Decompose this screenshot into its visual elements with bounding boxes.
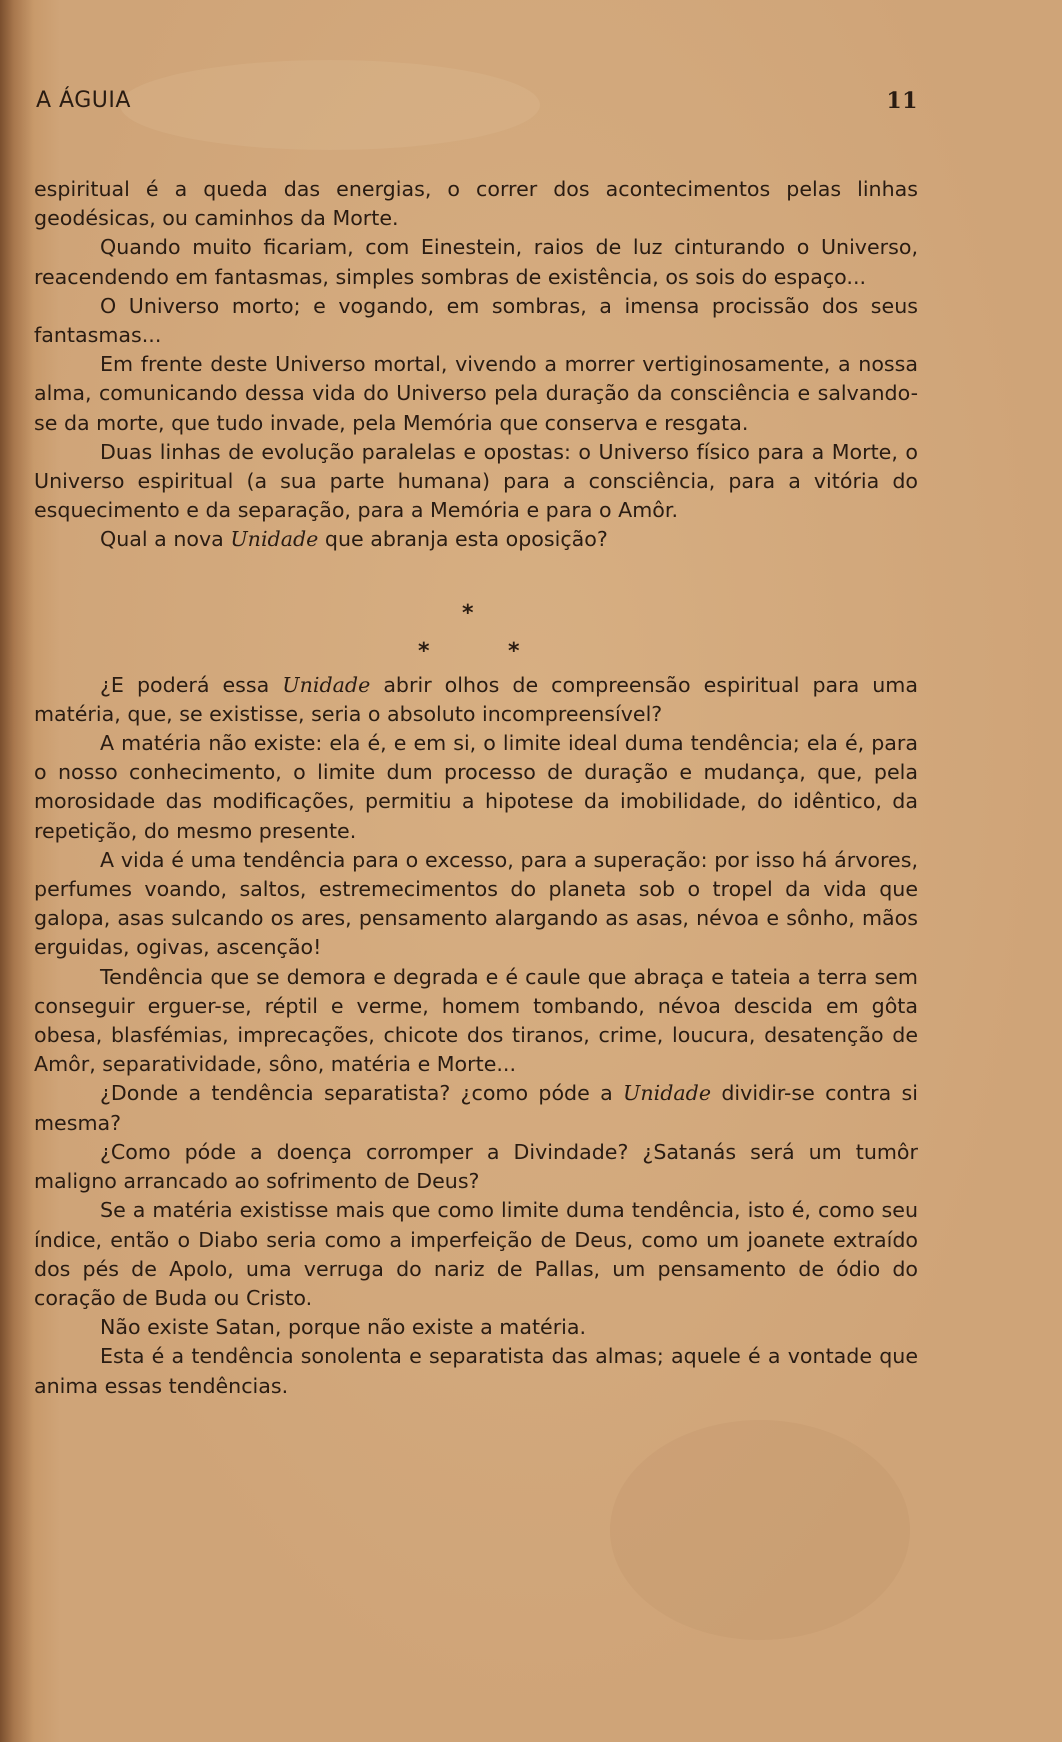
paragraph: Quando muito ficariam, com Einestein, raios de luz cinturando o Universo, reacendendo em fantasmas, simples sombras de existência, os sois do espaço...: [34, 235, 918, 289]
paragraph: A vida é uma tendência para o excesso, para a superação: por isso há árvores, perfumes voando, saltos, estremecimentos do planeta sob o tropel da vida que galopa, asas sulcando os ares, pensamento alargando as asas, névoa e sônho, mãos erguidas, ogivas, ascenção!: [34, 847, 918, 960]
paragraph: Duas linhas de evolução paralelas e opostas: o Universo físico para a Morte, o Universo espiritual (a sua parte humana) para a consciência, para a vitória do esquecimento e da separação, para a Memória e para o Amôr.: [34, 439, 918, 523]
asterisk: *: [508, 638, 520, 664]
paragraph: espiritual é a queda das energias, o correr dos acontecimentos pelas linhas geodésicas, ou caminhos da Morte.: [34, 177, 918, 231]
paragraph: A matéria não existe: ela é, e em si, o limite ideal duma tendência; ela é, para o nosso conhecimento, o limite dum processo de duração e mudança, que, pela morosidade das modificações, permitiu a hipotese da imobilidade, do idêntico, da repetição, do mesmo presente.: [34, 731, 918, 843]
paragraph: O Universo morto; e vogando, em sombras, a imensa procissão dos seus fantasmas...: [34, 293, 918, 348]
asterisk: *: [418, 638, 430, 664]
paragraph: [34, 1079, 918, 1137]
text-run: ¿E poderá essa: [100, 672, 283, 697]
running-head: [36, 88, 918, 122]
asterism-separator: [34, 555, 918, 671]
paragraph: Não existe Satan, porque não existe a matéria.: [100, 1315, 587, 1340]
text-run: Qual a nova: [100, 527, 231, 552]
paragraph: Esta é a tendência sonolenta e separatista das almas; aquele é a vontade que anima essas tendências.: [34, 1344, 918, 1398]
text-run: ¿Donde a tendência separatista? ¿como póde a: [100, 1081, 623, 1106]
body-text: [34, 175, 918, 1401]
italic-term: Unidade: [282, 672, 371, 697]
running-title: A ÁGUIA: [36, 88, 131, 113]
paragraph: [34, 671, 918, 729]
paragraph: [34, 525, 918, 554]
paragraph: Se a matéria existisse mais que como limite duma tendência, isto é, como seu índice, então o Diabo seria como a imperfeição de Deus, como um joanete extraído dos pés de Apolo, uma verruga do nariz de Pallas, um pensamento de ódio do coração de Buda ou Cristo.: [34, 1198, 918, 1310]
asterisk: *: [462, 600, 474, 626]
paragraph: Tendência que se demora e degrada e é caule que abraça e tateia a terra sem conseguir erguer-se, réptil e verme, homem tombando, névoa descida em gôta obesa, blasfémias, imprecações, chicote dos tiranos, crime, loucura, desatenção de Amôr, separatividade, sôno, matéria e Morte...: [34, 964, 918, 1077]
paragraph: ¿Como póde a doença corromper a Divindade? ¿Satanás será um tumôr maligno arrancado ao sofrimento de Deus?: [34, 1139, 918, 1194]
page-number: 11: [886, 88, 918, 114]
text-run: dividir-se contra si mesma?: [34, 1081, 918, 1135]
paragraph: Em frente deste Universo mortal, vivendo a morrer vertiginosamente, a nossa alma, comunicando dessa vida do Universo pela duração da consciência e salvando-se da morte, que tudo invade, pela Memória que conserva e resgata.: [34, 352, 918, 435]
text-run: que abranja esta oposição?: [318, 527, 608, 552]
italic-term: Unidade: [230, 527, 319, 552]
italic-term: Unidade: [623, 1081, 712, 1106]
text-run: abrir olhos de compreensão espiritual para uma matéria, que, se existisse, seria o absoluto incompreensível?: [34, 672, 918, 726]
paper-stain: [610, 1420, 910, 1640]
